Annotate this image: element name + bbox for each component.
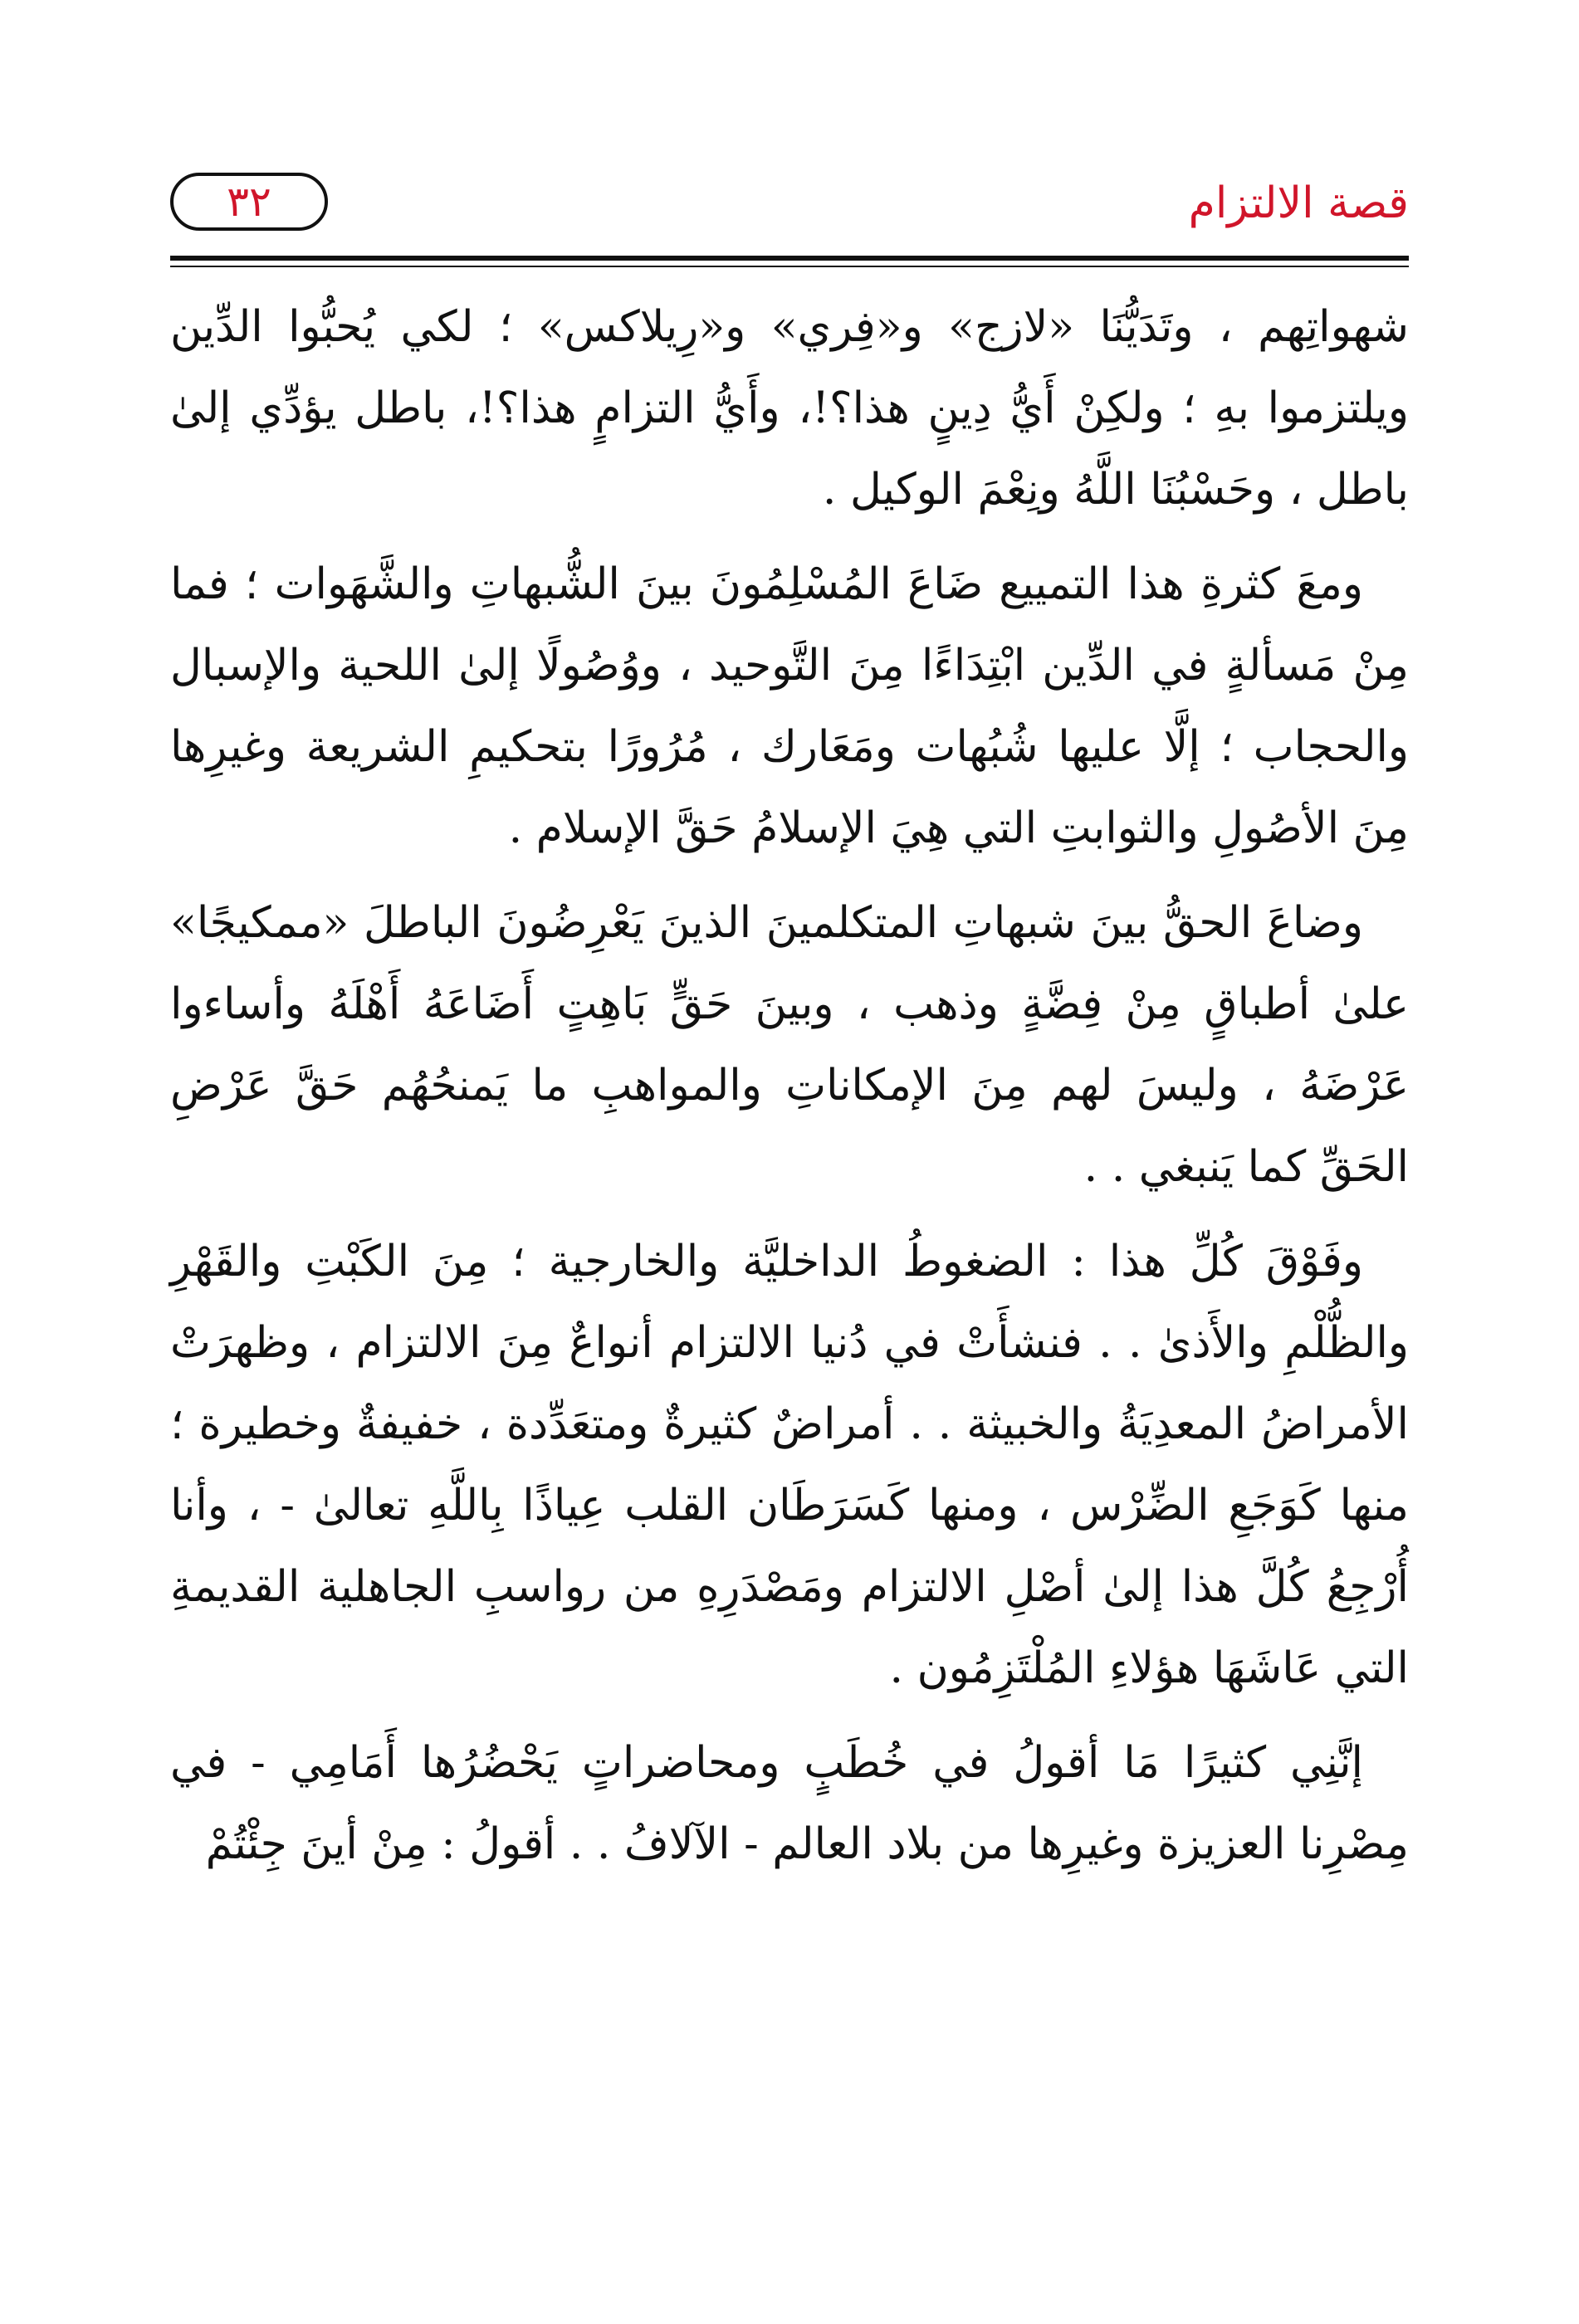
header-rule-thick [170,256,1409,261]
page-number: ٣٢ [227,178,271,226]
page-body [170,286,1409,1898]
running-title: قصة الالتزام [1188,178,1409,228]
paragraph-1: شهواتِهم ، وتَدَيُّنَا «لازج» و«فِري» و«رِيلاكس» ؛ لكي يُحبُّوا الدِّين ويلتزموا بهِ ؛ ولكِنْ أَيُّ دِينٍ هذا؟!، وأَيُّ التزامٍ هذا؟!، باطل يؤدِّي إلىٰ باطل ، وحَسْبُنَا اللَّهُ ونِعْمَ الوكيل . [170,302,1409,515]
page-header [170,166,1409,245]
paragraph-2: ومعَ كثرةِ هذا التمييع ضَاعَ المُسْلِمُونَ بينَ الشُّبهاتِ والشَّهَوات ؛ فما مِنْ مَسألةٍ في الدِّين ابْتِدَاءًا مِنَ التَّوحيد ، ووُصُولًا إلىٰ اللحية والإسبال والحجاب ؛ إلَّا عليها شُبُهات ومَعَارك ، مُرُورًا بتحكيمِ الشريعة وغيرِها مِنَ الأصُولِ والثوابتِ التي هِيَ الإسلامُ حَقَّ الإسلام . [170,559,1409,853]
header-rule-thin [170,266,1409,267]
paragraph-3: وضاعَ الحقُّ بينَ شبهاتِ المتكلمينَ الذينَ يَعْرِضُونَ الباطلَ «ممكيجًا» علىٰ أطباقٍ مِنْ فِضَّةٍ وذهب ، وبينَ حَقٍّ بَاهِتٍ أَضَاعَهُ أَهْلَهُ وأساءوا عَرْضَهُ ، وليسَ لهم مِنَ الإمكاناتِ والمواهبِ ما يَمنحُهُم حَقَّ عَرْضِ الحَقِّ كما يَنبغي . . [170,898,1409,1192]
page-number-frame [170,173,328,231]
paragraph-5: إنَّنِي كثيرًا مَا أقولُ في خُطَبٍ ومحاضراتٍ يَحْضُرُها أَمَامِي - في مِصْرِنا العزيزة وغيرِها من بلاد العالم - الآلافُ . . أقولُ : مِنْ أينَ جِئْتُمْ [170,1738,1409,1869]
paragraph-4: وفَوْقَ كُلِّ هذا : الضغوطُ الداخليَّة والخارجية ؛ مِنَ الكَبْتِ والقَهْرِ والظُّلْمِ والأَذىٰ . . فنشأَتْ في دُنيا الالتزام أنواعٌ مِنَ الالتزام ، وظهرَتْ الأمراضُ المعدِيَةُ والخبيثة . . أمراضٌ كثيرةٌ ومتعَدِّدة ، خفيفةٌ وخطيرة ؛ منها كَوَجَعِ الضِّرْس ، ومنها كَسَرَطَان القلب عِياذًا بِاللَّهِ تعالىٰ - ، وأنا أُرْجِعُ كُلَّ هذا إلىٰ أصْلِ الالتزام ومَصْدَرِهِ من رواسبِ الجاهلية القديمةِ التي عَاشَهَا هؤلاءِ المُلْتَزِمُون . [170,1237,1409,1693]
